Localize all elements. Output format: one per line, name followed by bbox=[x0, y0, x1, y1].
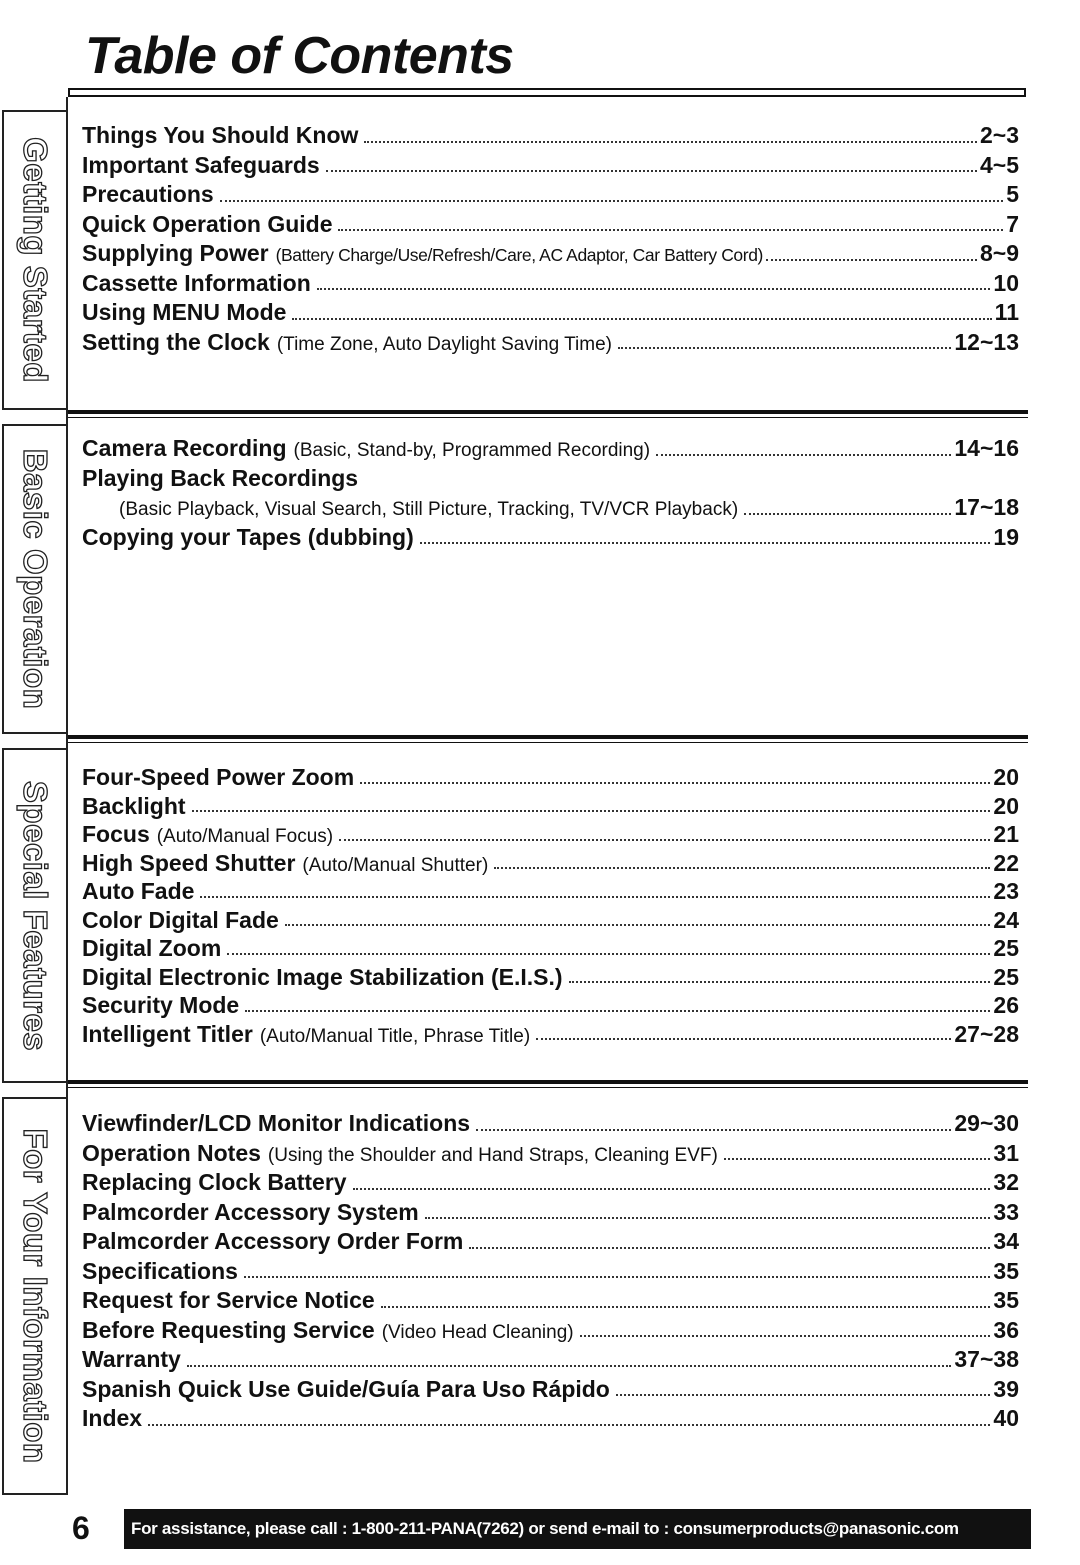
dot-leader bbox=[469, 1247, 990, 1249]
dot-leader bbox=[616, 1394, 991, 1396]
entry-page: 11 bbox=[994, 299, 1019, 325]
dot-leader bbox=[656, 454, 951, 456]
entry-page: 22 bbox=[993, 849, 1019, 876]
toc-entry[interactable] bbox=[82, 464, 1019, 494]
dot-leader bbox=[353, 1188, 991, 1190]
toc-entry[interactable] bbox=[82, 1168, 1019, 1198]
entry-title: Palmcorder Accessory Order Form bbox=[82, 1228, 464, 1254]
toc-entry[interactable] bbox=[82, 1198, 1019, 1228]
tab-label: For Your Information bbox=[17, 1128, 54, 1464]
entry-subtitle: (Auto/Manual Title, Phrase Title) bbox=[259, 1025, 531, 1047]
entry-title: Things You Should Know bbox=[82, 122, 359, 148]
entry-page: 39 bbox=[993, 1375, 1019, 1402]
entry-title: Playing Back Recordings bbox=[82, 464, 359, 491]
entry-page: 19 bbox=[993, 523, 1019, 550]
entry-title: Digital Zoom bbox=[82, 935, 222, 961]
toc-entry[interactable] bbox=[82, 121, 1019, 151]
entry-page: 36 bbox=[993, 1316, 1019, 1343]
toc-entry[interactable] bbox=[82, 434, 1019, 464]
toc-entry[interactable] bbox=[82, 906, 1019, 935]
dot-leader bbox=[220, 200, 1004, 202]
toc-entry[interactable] bbox=[82, 1227, 1019, 1257]
toc-entry[interactable] bbox=[82, 523, 1019, 553]
entry-title: High Speed Shutter bbox=[82, 849, 296, 876]
dot-leader bbox=[339, 839, 990, 841]
entry-title: Important Safeguards bbox=[82, 151, 320, 178]
toc-entry[interactable] bbox=[82, 151, 1019, 181]
toc-entry[interactable] bbox=[82, 1404, 1019, 1434]
entry-title: Replacing Clock Battery bbox=[82, 1169, 347, 1195]
tab-label: Getting Started bbox=[17, 137, 54, 383]
entry-title: Spanish Quick Use Guide/Guía Para Uso Rápido bbox=[82, 1375, 610, 1402]
toc-entry[interactable] bbox=[82, 1316, 1019, 1346]
dot-leader bbox=[200, 896, 990, 898]
toc-entry[interactable] bbox=[82, 1286, 1019, 1316]
page-title: Table of Contents bbox=[85, 27, 514, 85]
tab-label: Special Features bbox=[17, 780, 54, 1051]
entry-page: 31 bbox=[993, 1139, 1019, 1166]
toc-entry[interactable] bbox=[82, 269, 1019, 299]
toc-entry[interactable] bbox=[82, 1345, 1019, 1375]
entry-title: Using MENU Mode bbox=[82, 299, 287, 325]
toc-entry[interactable] bbox=[82, 328, 1019, 358]
entry-page: 34 bbox=[993, 1228, 1019, 1254]
toc-entry[interactable] bbox=[82, 849, 1019, 878]
toc-entry[interactable] bbox=[82, 493, 1019, 523]
entry-subtitle: (Basic, Stand-by, Programmed Recording) bbox=[293, 440, 651, 461]
entry-page: 24 bbox=[993, 906, 1019, 933]
entry-page: 8~9 bbox=[979, 240, 1019, 266]
dot-leader bbox=[244, 1276, 990, 1278]
dot-leader bbox=[766, 259, 977, 261]
entry-title: Four-Speed Power Zoom bbox=[82, 764, 355, 790]
entry-page: 40 bbox=[993, 1405, 1019, 1431]
entry-page: 32 bbox=[993, 1169, 1019, 1195]
entry-page: 35 bbox=[993, 1287, 1019, 1313]
entry-subtitle: (Auto/Manual Focus) bbox=[156, 826, 334, 847]
dot-leader bbox=[744, 513, 951, 515]
toc-entry[interactable] bbox=[82, 877, 1019, 906]
entry-page: 20 bbox=[993, 792, 1019, 819]
entry-title: Warranty bbox=[82, 1346, 181, 1372]
dot-leader bbox=[724, 1158, 991, 1160]
entry-page: 20 bbox=[993, 764, 1019, 790]
toc-entry[interactable] bbox=[82, 991, 1019, 1020]
toc-entry[interactable] bbox=[82, 820, 1019, 849]
dot-leader bbox=[536, 1038, 951, 1040]
entry-page: 26 bbox=[993, 992, 1019, 1018]
entry-title: Security Mode bbox=[82, 992, 240, 1018]
entry-page: 27~28 bbox=[954, 1020, 1019, 1047]
entry-page: 10 bbox=[993, 269, 1019, 296]
dot-leader bbox=[420, 542, 991, 544]
entry-title: Intelligent Titler bbox=[82, 1020, 253, 1047]
assistance-banner: For assistance, please call : 1-800-211-PANA(7262) or send e-mail to : consumerproducts@panasonic.com bbox=[124, 1509, 1031, 1549]
entry-title: Cassette Information bbox=[82, 269, 311, 296]
section-divider bbox=[68, 735, 1028, 743]
entry-page: 29~30 bbox=[954, 1110, 1019, 1136]
dot-leader bbox=[326, 170, 977, 172]
entry-page: 25 bbox=[993, 935, 1019, 961]
dot-leader bbox=[425, 1217, 991, 1219]
toc-entry[interactable] bbox=[82, 963, 1019, 992]
entry-title: Auto Fade bbox=[82, 878, 195, 904]
toc-entry[interactable] bbox=[82, 1020, 1019, 1049]
toc-section-special-features bbox=[82, 763, 1019, 1048]
toc-entry[interactable] bbox=[82, 763, 1019, 792]
entry-title: Camera Recording bbox=[82, 435, 287, 461]
entry-title: Backlight bbox=[82, 792, 186, 819]
dot-leader bbox=[227, 953, 990, 955]
section-divider bbox=[68, 1080, 1028, 1088]
entry-title: Quick Operation Guide bbox=[82, 210, 333, 237]
tab-getting-started[interactable] bbox=[2, 110, 66, 410]
dot-leader bbox=[285, 924, 991, 926]
entry-page: 12~13 bbox=[954, 328, 1019, 355]
entry-page: 25 bbox=[993, 963, 1019, 990]
dot-leader bbox=[187, 1365, 952, 1367]
entry-page: 7 bbox=[1006, 210, 1019, 237]
dot-leader bbox=[317, 288, 991, 290]
toc-section-basic-operation bbox=[82, 434, 1019, 552]
toc-entry[interactable] bbox=[82, 1109, 1019, 1139]
toc-section-getting-started bbox=[82, 121, 1019, 357]
entry-title: Precautions bbox=[82, 181, 214, 207]
dot-leader bbox=[292, 318, 991, 320]
dot-leader bbox=[360, 782, 990, 784]
entry-subtitle: (Using the Shoulder and Hand Straps, Cleaning EVF) bbox=[267, 1144, 718, 1166]
dot-leader bbox=[476, 1129, 951, 1131]
left-border-line bbox=[66, 97, 68, 1495]
entry-page: 23 bbox=[993, 878, 1019, 904]
entry-title: Palmcorder Accessory System bbox=[82, 1198, 419, 1225]
toc-entry[interactable] bbox=[82, 1139, 1019, 1169]
section-divider bbox=[68, 410, 1028, 418]
entry-title: Request for Service Notice bbox=[82, 1287, 375, 1313]
toc-entry[interactable] bbox=[82, 1375, 1019, 1405]
entry-page: 17~18 bbox=[954, 494, 1019, 520]
entry-title: Viewfinder/LCD Monitor Indications bbox=[82, 1110, 471, 1136]
entry-title: Digital Electronic Image Stabilization (E.I.S.) bbox=[82, 963, 563, 990]
title-rule bbox=[68, 88, 1026, 97]
dot-leader bbox=[192, 810, 991, 812]
entry-subtitle: (Battery Charge/Use/Refresh/Care, AC Adaptor, Car Battery Cord) bbox=[275, 245, 763, 265]
page-number: 6 bbox=[72, 1510, 90, 1546]
entry-page: 33 bbox=[993, 1198, 1019, 1225]
dot-leader bbox=[338, 229, 1003, 231]
entry-subtitle: (Video Head Cleaning) bbox=[381, 1321, 574, 1343]
toc-entry[interactable] bbox=[82, 180, 1019, 210]
entry-title: Focus bbox=[82, 821, 150, 847]
toc-entry[interactable] bbox=[82, 934, 1019, 963]
toc-entry[interactable] bbox=[82, 1257, 1019, 1287]
entry-title: Operation Notes bbox=[82, 1139, 261, 1166]
entry-title: Before Requesting Service bbox=[82, 1316, 375, 1343]
entry-page: 37~38 bbox=[954, 1346, 1019, 1372]
toc-entry[interactable] bbox=[82, 792, 1019, 821]
entry-title: Setting the Clock bbox=[82, 328, 270, 355]
dot-leader bbox=[569, 981, 991, 983]
entry-page: 14~16 bbox=[954, 435, 1019, 461]
entry-title: Specifications bbox=[82, 1257, 238, 1284]
dot-leader bbox=[494, 867, 990, 869]
entry-title: Supplying Power bbox=[82, 240, 269, 266]
dot-leader bbox=[245, 1010, 990, 1012]
dot-leader bbox=[148, 1424, 990, 1426]
entry-subtitle: (Basic Playback, Visual Search, Still Picture, Tracking, TV/VCR Playback) bbox=[119, 499, 739, 520]
entry-page: 35 bbox=[993, 1257, 1019, 1284]
tab-for-your-information[interactable] bbox=[2, 1097, 66, 1495]
entry-title: Color Digital Fade bbox=[82, 906, 279, 933]
dot-leader bbox=[364, 141, 977, 143]
entry-title: Copying your Tapes (dubbing) bbox=[82, 523, 414, 550]
tab-label: Basic Operation bbox=[17, 448, 54, 710]
entry-page: 4~5 bbox=[979, 151, 1019, 178]
toc-entry[interactable] bbox=[82, 210, 1019, 240]
tab-special-features[interactable] bbox=[2, 748, 66, 1083]
dot-leader bbox=[580, 1335, 991, 1337]
toc-entry[interactable] bbox=[82, 239, 1019, 269]
entry-page: 21 bbox=[993, 821, 1019, 847]
entry-subtitle: (Time Zone, Auto Daylight Saving Time) bbox=[276, 333, 612, 355]
dot-leader bbox=[618, 347, 951, 349]
toc-section-for-your-information bbox=[82, 1109, 1019, 1434]
toc-entry[interactable] bbox=[82, 298, 1019, 328]
entry-page: 5 bbox=[1006, 181, 1019, 207]
entry-page: 2~3 bbox=[979, 122, 1019, 148]
dot-leader bbox=[381, 1306, 991, 1308]
tab-basic-operation[interactable] bbox=[2, 424, 66, 734]
entry-subtitle: (Auto/Manual Shutter) bbox=[302, 854, 489, 876]
entry-title: Index bbox=[82, 1405, 143, 1431]
